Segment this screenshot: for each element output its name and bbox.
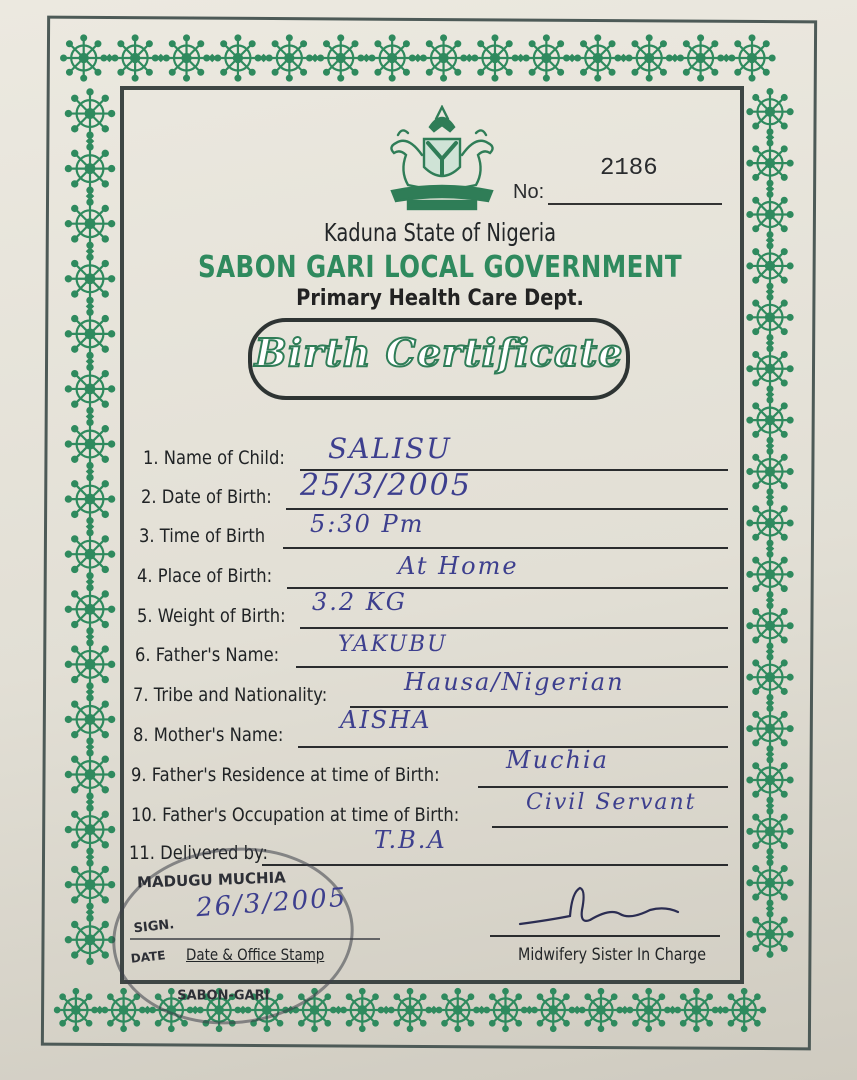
ship-wheel-icon xyxy=(747,346,792,391)
field-label: 6. Father's Name: xyxy=(135,644,280,666)
certificate-title: Birth Certificate xyxy=(254,330,624,375)
field-label: 2. Date of Birth: xyxy=(141,486,272,508)
stamp-rule xyxy=(130,938,380,940)
ship-wheel-icon xyxy=(370,35,415,80)
stamp-sign-label: SIGN. xyxy=(132,917,175,937)
ship-wheel-icon xyxy=(747,860,792,905)
local-government-heading: SABON GARI LOCAL GOVERNMENT xyxy=(197,250,683,285)
field-label: 9. Father's Residence at time of Birth: xyxy=(131,764,440,786)
field-value-handwritten: SALISU xyxy=(328,432,452,465)
ship-wheel-icon xyxy=(66,200,114,248)
field-label: 7. Tribe and Nationality: xyxy=(133,684,328,706)
department-heading: Primary Health Care Dept. xyxy=(296,286,584,311)
field-label: 4. Place of Birth: xyxy=(137,565,273,587)
ship-wheel-icon xyxy=(66,420,114,468)
field-value-handwritten: Civil Servant xyxy=(526,790,697,815)
ship-wheel-icon xyxy=(66,585,114,633)
ship-wheel-icon xyxy=(747,552,792,597)
ship-wheel-icon xyxy=(66,916,114,964)
certificate-number: 2186 xyxy=(600,155,658,182)
ship-wheel-icon xyxy=(472,35,517,80)
ship-wheel-icon xyxy=(113,35,158,80)
ship-wheel-icon xyxy=(61,35,106,80)
ship-wheel-icon xyxy=(675,989,717,1031)
ship-wheel-icon xyxy=(66,144,114,192)
ship-wheel-icon xyxy=(628,989,670,1031)
ship-wheel-icon xyxy=(524,35,569,80)
ship-wheel-icon xyxy=(747,500,792,545)
ship-wheel-icon xyxy=(267,35,312,80)
field-label: 1. Name of Child: xyxy=(143,447,285,469)
ship-wheel-icon xyxy=(575,35,620,80)
field-value-handwritten: Hausa/Nigerian xyxy=(404,668,625,696)
ship-wheel-icon xyxy=(729,35,774,80)
ship-wheel-icon xyxy=(747,141,792,186)
midwife-caption: Midwifery Sister In Charge xyxy=(518,945,706,965)
field-value-handwritten: YAKUBU xyxy=(338,632,448,657)
field-value-handwritten: 25/3/2005 xyxy=(300,468,472,503)
ship-wheel-icon xyxy=(747,912,792,957)
field-value-handwritten: 3.2 KG xyxy=(312,588,407,616)
left-border-pattern xyxy=(60,86,120,984)
field-rule xyxy=(300,627,728,629)
field-label: 8. Mother's Name: xyxy=(133,724,284,746)
ship-wheel-icon xyxy=(747,89,792,134)
field-value-handwritten: At Home xyxy=(398,552,519,580)
ship-wheel-icon xyxy=(66,255,114,303)
ship-wheel-icon xyxy=(747,398,792,443)
field-value-handwritten: Muchia xyxy=(506,746,609,774)
date-office-stamp-caption: Date & Office Stamp xyxy=(186,945,325,964)
ship-wheel-icon xyxy=(421,35,466,80)
ship-wheel-icon xyxy=(164,35,209,80)
certificate-number-label: No: xyxy=(513,181,545,203)
ship-wheel-icon xyxy=(580,989,622,1031)
ship-wheel-icon xyxy=(747,192,792,237)
ship-wheel-icon xyxy=(747,449,792,494)
certificate-number-rule xyxy=(548,203,722,205)
field-rule xyxy=(492,826,728,828)
ship-wheel-icon xyxy=(66,310,114,358)
ship-wheel-icon xyxy=(747,706,792,751)
ship-wheel-icon xyxy=(747,295,792,340)
field-rule xyxy=(478,786,728,788)
ship-wheel-icon xyxy=(678,35,723,80)
ship-wheel-icon xyxy=(318,35,363,80)
ship-wheel-icon xyxy=(66,695,114,743)
field-label: 11. Delivered by: xyxy=(129,842,268,864)
signature-rule xyxy=(490,935,720,937)
ship-wheel-icon xyxy=(66,860,114,908)
ship-wheel-icon xyxy=(747,757,792,802)
field-value-handwritten: T.B.A xyxy=(374,826,447,854)
ship-wheel-icon xyxy=(55,989,97,1031)
stamp-date-handwritten: 26/3/2005 xyxy=(195,882,349,924)
ship-wheel-icon xyxy=(437,989,479,1031)
field-label: 10. Father's Occupation at time of Birth: xyxy=(131,804,460,826)
coat-of-arms-icon xyxy=(378,105,506,213)
right-border-pattern xyxy=(742,86,798,984)
ship-wheel-icon xyxy=(66,640,114,688)
ship-wheel-icon xyxy=(66,805,114,853)
ship-wheel-icon xyxy=(341,989,383,1031)
title-banner xyxy=(248,318,630,400)
ship-wheel-icon xyxy=(66,750,114,798)
ship-wheel-icon xyxy=(723,989,765,1031)
stamp-top-text: MADUGU MUCHIA xyxy=(136,868,287,892)
field-value-handwritten: 5:30 Pm xyxy=(310,510,425,538)
field-rule xyxy=(283,547,728,549)
ship-wheel-icon xyxy=(532,989,574,1031)
ship-wheel-icon xyxy=(747,603,792,648)
stamp-date-label: DATE xyxy=(130,948,167,966)
ship-wheel-icon xyxy=(389,989,431,1031)
top-border-pattern xyxy=(58,30,794,86)
field-label: 5. Weight of Birth: xyxy=(137,605,286,627)
ship-wheel-icon xyxy=(627,35,672,80)
ship-wheel-icon xyxy=(747,243,792,288)
field-rule xyxy=(262,864,728,866)
ship-wheel-icon xyxy=(215,35,260,80)
ship-wheel-icon xyxy=(66,365,114,413)
ship-wheel-icon xyxy=(747,809,792,854)
ship-wheel-icon xyxy=(66,475,114,523)
ship-wheel-icon xyxy=(485,989,527,1031)
ship-wheel-icon xyxy=(66,89,114,137)
field-value-handwritten: AISHA xyxy=(340,706,432,734)
stamp-bottom-text: SABON-GARI xyxy=(177,988,270,1004)
midwife-signature xyxy=(510,880,680,940)
ship-wheel-icon xyxy=(747,655,792,700)
field-label: 3. Time of Birth xyxy=(139,525,266,547)
state-heading: Kaduna State of Nigeria xyxy=(323,218,557,247)
ship-wheel-icon xyxy=(66,530,114,578)
